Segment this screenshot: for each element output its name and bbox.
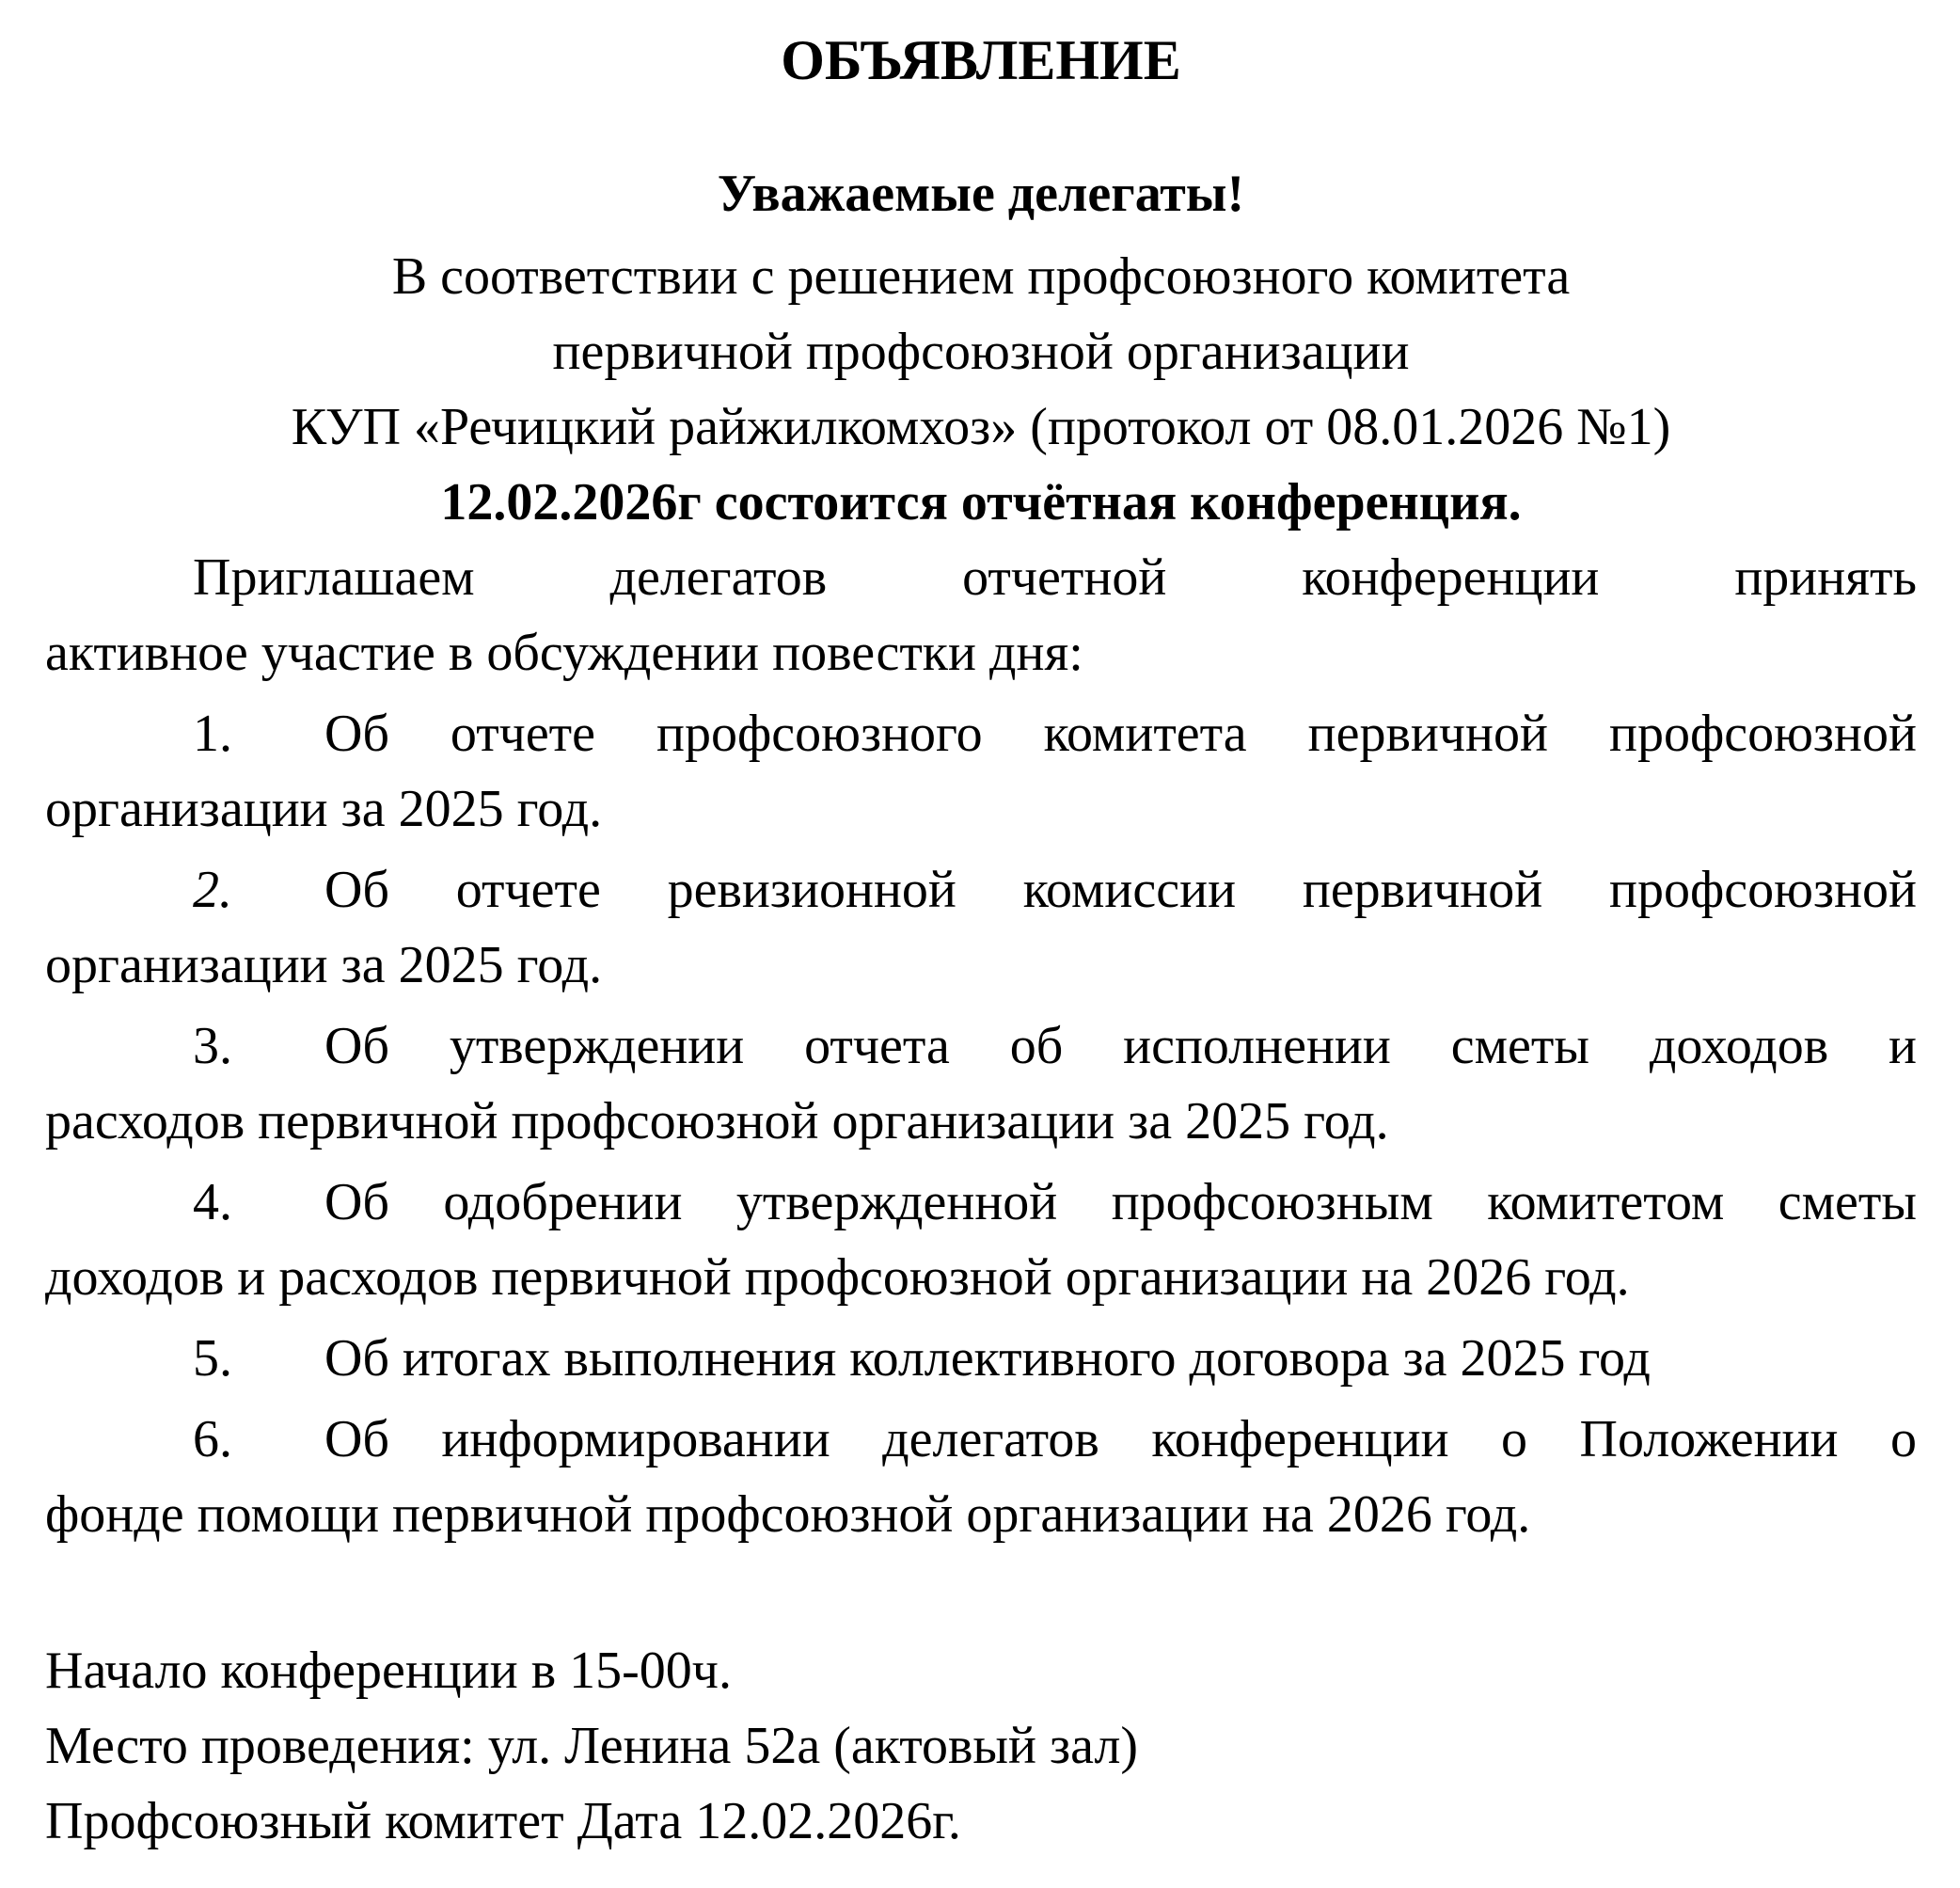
intro-line: В соответствии с решением профсоюзного комитета	[391, 247, 1571, 306]
footer	[45, 1633, 1917, 1859]
agenda-item-number: 1.	[193, 705, 232, 763]
agenda-item-first-line	[45, 1402, 1917, 1477]
agenda-item-text: Об утверждении отчета об исполнении сметы доходов и	[324, 1017, 1917, 1075]
agenda-item	[45, 1008, 1917, 1159]
footer-line-venue: Место проведения: ул. Ленина 52а (актовый зал)	[45, 1717, 1139, 1775]
agenda-item	[45, 852, 1917, 1003]
agenda-item-text: Об отчете профсоюзного комитета первичной профсоюзной	[324, 705, 1917, 763]
agenda-item-first-line	[45, 1008, 1917, 1084]
intro-line-emphasis: 12.02.2026г состоится отчётная конференция.	[440, 473, 1522, 531]
agenda-item-first-line	[45, 696, 1917, 771]
footer-line-signature: Профсоюзный комитет Дата 12.02.2026г.	[45, 1792, 961, 1850]
agenda-item-text: Об итогах выполнения коллективного договора за 2025 год	[324, 1329, 1651, 1388]
agenda-item-first-line	[45, 1321, 1917, 1396]
agenda-item-line: организации за 2025 год.	[45, 780, 603, 838]
agenda-item-line: расходов первичной профсоюзной организации за 2025 год.	[45, 1092, 1389, 1150]
agenda-item-number: 4.	[193, 1173, 232, 1231]
footer-line-start-time: Начало конференции в 15-00ч.	[45, 1642, 732, 1700]
agenda-item-line: доходов и расходов первичной профсоюзной организации на 2026 год.	[45, 1248, 1630, 1307]
page-title: ОБЪЯВЛЕНИЕ	[781, 29, 1181, 91]
agenda-item-line: организации за 2025 год.	[45, 936, 603, 994]
invitation-line: Приглашаем делегатов отчетной конференции принять	[193, 548, 1917, 607]
agenda-item-text: Об одобрении утвержденной профсоюзным комитетом сметы	[324, 1173, 1917, 1231]
agenda-item-number: 5.	[193, 1329, 232, 1388]
agenda-item-first-line	[45, 1165, 1917, 1240]
agenda-item-line: фонде помощи первичной профсоюзной организации на 2026 год.	[45, 1485, 1531, 1544]
intro-line: первичной профсоюзной организации	[552, 323, 1410, 381]
agenda-item	[45, 1402, 1917, 1552]
agenda-item-number: 3.	[193, 1017, 232, 1075]
invitation-line: активное участие в обсуждении повестки дня:	[45, 624, 1083, 682]
agenda-item-text: Об информировании делегатов конференции о Положении о	[324, 1410, 1917, 1468]
intro-line: КУП «Речицкий райжилкомхоз» (протокол от 08.01.2026 №1)	[291, 398, 1671, 456]
agenda-item	[45, 1165, 1917, 1315]
salutation: Уважаемые делегаты!	[717, 165, 1245, 223]
agenda-item	[45, 1321, 1917, 1396]
agenda-item-text: Об отчете ревизионной комиссии первичной профсоюзной	[324, 861, 1917, 919]
agenda-item-number: 6.	[193, 1410, 232, 1468]
agenda-item-first-line	[45, 852, 1917, 928]
agenda-item-number: 2.	[193, 861, 232, 919]
agenda-item	[45, 696, 1917, 847]
